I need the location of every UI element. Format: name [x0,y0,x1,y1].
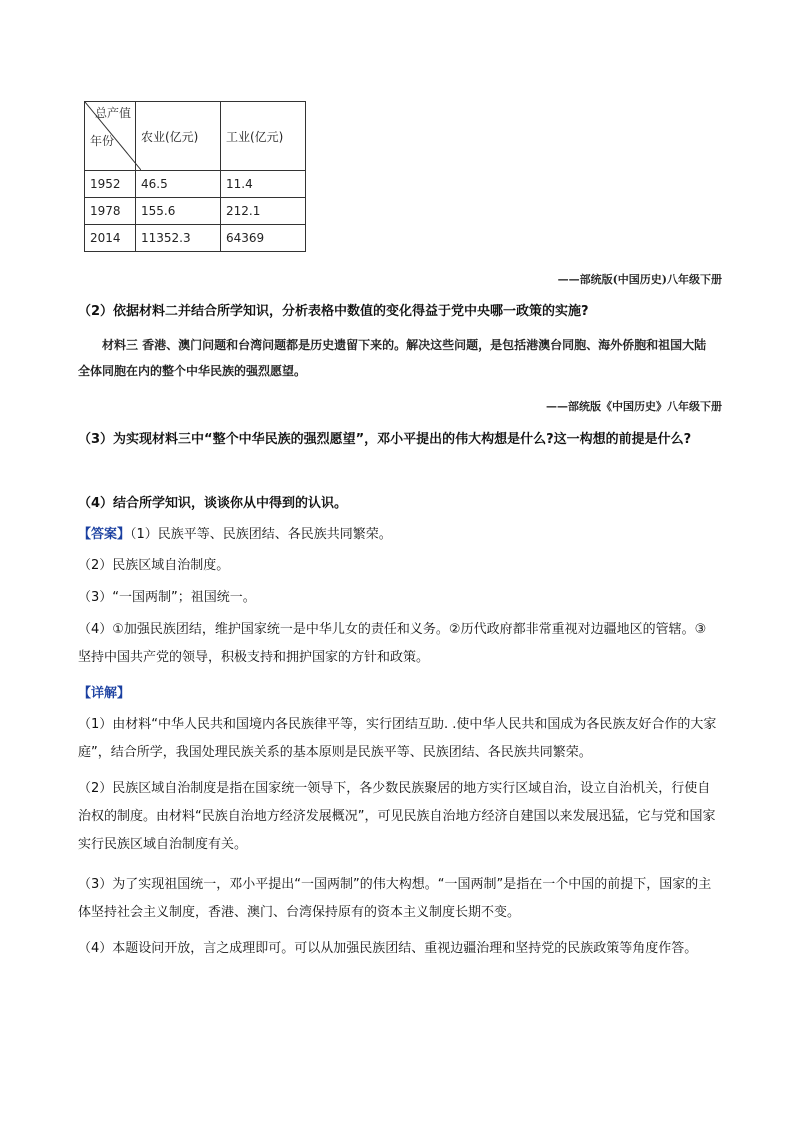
corner-label-top: 总产值 [94,106,131,120]
cell-ind: 11.4 [221,171,306,198]
table-row [85,198,306,225]
cell-year: 2014 [85,225,136,252]
detail-tag-line [78,680,718,708]
detail-4: （4）本题设问开放，言之成理即可。可以从加强民族团结、重视边疆治理和坚持党的民族政策等角度作答。 [78,941,698,956]
source-citation-2: ——部统版《中国历史》八年级下册 [546,400,722,413]
detail-3: （3）为了实现祖国统一，邓小平提出“一国两制”的伟大构想。“一国两制”是指在一个中国的前提下，国家的主体坚持社会主义制度，香港、澳门、台湾保持原有的资本主义制度长期不变。 [78,877,712,920]
table-row [85,225,306,252]
material-3: 材料三 香港、澳门问题和台湾问题都是历史遗留下来的。解决这些问题，是包括港澳台同胞、海外侨胞和祖国大陆全体同胞在内的整个中华民族的强烈愿望。 [78,338,707,378]
table-corner-cell [85,102,136,171]
table-header-row [85,102,306,171]
header-ind: 工业(亿元) [221,102,306,171]
answer-1-text: （1）民族平等、民族团结、各民族共同繁荣。 [130,527,392,542]
cell-ind: 212.1 [221,198,306,225]
answer-tag: 【答案】 [78,527,131,542]
question-4: （4）结合所学知识，谈谈你从中得到的认识。 [78,496,348,511]
question-2: （2）依据材料二并结合所学知识，分析表格中数值的变化得益于党中央哪一政策的实施? [78,304,589,319]
source-citation-1: ——部统版(中国历史)八年级下册 [557,273,722,286]
answer-4: （4）①加强民族团结，维护国家统一是中华儿女的责任和义务。②历代政府都非常重视对边疆地区的管辖。③坚持中国共产党的领导，积极支持和拥护国家的方针和政策。 [78,622,707,665]
data-table [84,101,306,252]
cell-agri: 11352.3 [136,225,221,252]
cell-agri: 155.6 [136,198,221,225]
detail-2: （2）民族区域自治制度是指在国家统一领导下，各少数民族聚居的地方实行区域自治，设立自治机关，行使自治权的制度。由材料“民族自治地方经济发展概况”，可见民族自治地方经济自建国以来发展迅猛，它与党和国家实行民族区域自治制度有关。 [78,781,716,852]
corner-label-bottom: 年份 [90,134,115,148]
detail-1: （1）由材料“中华人民共和国境内各民族律平等，实行团结互助. .使中华人民共和国成为各民族友好合作的大家庭”，结合所学，我国处理民族关系的基本原则是民族平等、民族团结、各民族共同繁荣。 [78,717,717,760]
cell-year: 1978 [85,198,136,225]
cell-ind: 64369 [221,225,306,252]
answer-3: （3）“一国两制”；祖国统一。 [78,590,256,605]
table-row [85,171,306,198]
header-agri: 农业(亿元) [136,102,221,171]
answer-2: （2）民族区域自治制度。 [78,558,230,573]
detail-tag: 【详解】 [78,686,131,701]
answer-1 [78,521,718,549]
cell-year: 1952 [85,171,136,198]
cell-agri: 46.5 [136,171,221,198]
question-3: （3）为实现材料三中“整个中华民族的强烈愿望”，邓小平提出的伟大构想是什么?这一构想的前提是什么? [78,432,692,447]
